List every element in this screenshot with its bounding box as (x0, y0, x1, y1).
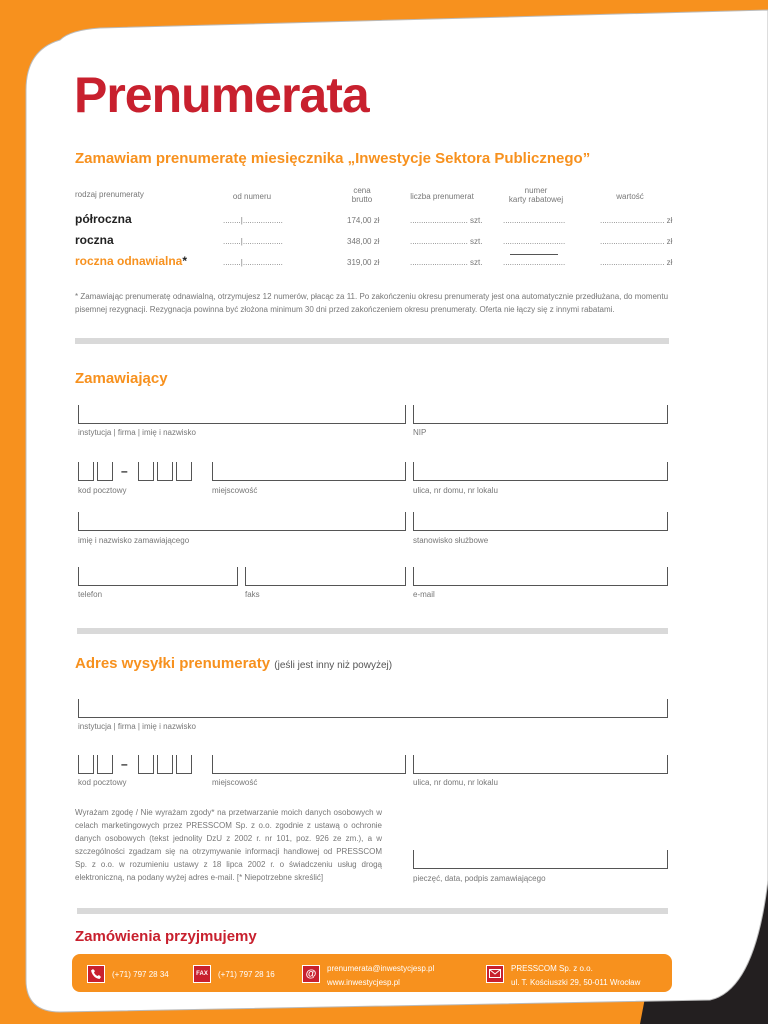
postal-box[interactable] (78, 462, 94, 481)
row-card-field[interactable]: ............................ (503, 258, 566, 267)
row-from-field[interactable]: ........|.................. (223, 258, 283, 267)
orderer-heading: Zamawiający (75, 370, 168, 387)
shipping-institution-label: instytucja | firma | imię i nazwisko (78, 722, 196, 731)
row-price: 174,00 zł (347, 216, 380, 225)
row-label-roczna-odnawialna (75, 254, 187, 268)
row-card-field[interactable]: ............................ (503, 216, 566, 225)
contact-phone[interactable]: (+71) 797 28 34 (112, 970, 169, 979)
shipping-street-label: ulica, nr domu, nr lokalu (413, 778, 498, 787)
row-price: 348,00 zł (347, 237, 380, 246)
row-count-field[interactable]: .......................... szt. (410, 216, 483, 225)
header-price (332, 186, 392, 204)
postal-box[interactable] (97, 462, 113, 481)
shipping-heading (75, 655, 392, 672)
postal-box[interactable] (176, 755, 192, 774)
city-label: miejscowość (212, 486, 258, 495)
email-icon: @ (302, 965, 320, 983)
header-price-line1: cena (353, 186, 371, 195)
postal-box[interactable] (138, 462, 154, 481)
row-label-roczna: roczna (75, 233, 114, 247)
nip-label: NIP (413, 428, 427, 437)
shipping-heading-text: Adres wysyłki prenumeraty (75, 655, 271, 672)
row-price: 319,00 zł (347, 258, 380, 267)
header-price-line2: brutto (351, 195, 373, 204)
company-name: PRESSCOM Sp. z o.o. (511, 964, 593, 973)
row-label-text: roczna odnawialna (75, 254, 183, 268)
shipping-street-input[interactable] (413, 755, 668, 774)
postal-box[interactable] (176, 462, 192, 481)
orderer-name-label: imię i nazwisko zamawiającego (78, 536, 190, 545)
contact-www[interactable]: www.inwestycjesp.pl (327, 978, 400, 987)
position-label: stanowisko służbowe (413, 536, 489, 545)
fax-icon: FAX (193, 965, 211, 983)
institution-label: instytucja | firma | imię i nazwisko (78, 428, 196, 437)
shipping-city-label: miejscowość (212, 778, 258, 787)
postal-box[interactable] (78, 755, 94, 774)
postal-code-label: kod pocztowy (78, 486, 127, 495)
orderer-name-input[interactable] (78, 512, 406, 531)
signature-field[interactable] (413, 850, 668, 869)
page-title: Prenumerata (74, 67, 369, 123)
row-count-field[interactable]: .......................... szt. (410, 237, 483, 246)
phone-icon (87, 965, 105, 983)
section-divider (77, 908, 668, 914)
row-from-field[interactable]: ........|.................. (223, 237, 283, 246)
header-from-issue: od numeru (232, 192, 272, 201)
row-card-field[interactable]: ............................ (503, 237, 566, 246)
row-from-field[interactable]: ........|.................. (223, 216, 283, 225)
postal-dash: – (121, 757, 128, 771)
postal-box[interactable] (138, 755, 154, 774)
fax-label: faks (245, 590, 260, 599)
postal-box[interactable] (157, 755, 173, 774)
postal-box[interactable] (97, 755, 113, 774)
header-card-line2: karty rabatowej (508, 195, 564, 204)
phone-label: telefon (78, 590, 103, 599)
renewal-footnote: * Zamawiając prenumeratę odnawialną, otrzymujesz 12 numerów, płacąc za 11. Po zakończeniu okresu prenumeraty jest ona automatycznie przedłużana, do momentu pisemnej rezygnacji. Rezygnacja powinna być złożona minimum 30 dni przed zakończeniem okresu prenumeraty. Oferta nie łączy się z innymi rabatami. (75, 292, 669, 314)
row-value-field[interactable]: ............................. zł (600, 237, 673, 246)
header-type: rodzaj prenumeraty (75, 190, 144, 199)
fax-input[interactable] (245, 567, 406, 586)
row-label-star: * (182, 254, 188, 268)
header-count: liczba prenumerat (410, 192, 474, 201)
nip-input[interactable] (413, 405, 668, 424)
section-divider (75, 338, 669, 344)
row-count-field[interactable]: .......................... szt. (410, 258, 483, 267)
email-input[interactable] (413, 567, 668, 586)
postal-box[interactable] (157, 462, 173, 481)
shipping-institution-input[interactable] (78, 699, 668, 718)
contact-email[interactable]: prenumerata@inwestycjesp.pl (327, 964, 435, 973)
row-value-field[interactable]: ............................. zł (600, 216, 673, 225)
header-card (496, 186, 576, 204)
envelope-icon (486, 965, 504, 983)
position-input[interactable] (413, 512, 668, 531)
section-divider (77, 628, 668, 634)
signature-label: pieczęć, data, podpis zamawiającego (413, 874, 546, 883)
consent-text: Wyrażam zgodę / Nie wyrażam zgody* na przetwarzanie moich danych osobowych w celach marketingowych przez PRESSCOM Sp. z o.o. zgodnie z ustawą o ochronie danych osobowych (tekst jednolity DzU z 2002 r. nr 101, poz. 926 ze zm.), a w szczególności zgadzam się na otrzymywanie informacji handlowej od PRESSCOM Sp. z o.o. w rozumieniu ustawy z 18 lipca 2002 r. o świadczeniu usług drogą elektroniczną, na podany wyżej adres e-mail. [* Niepotrzebne skreślić] (75, 808, 382, 882)
orders-heading: Zamówienia przyjmujemy (75, 928, 257, 945)
shipping-postal-code-label: kod pocztowy (78, 778, 127, 787)
shipping-city-input[interactable] (212, 755, 406, 774)
order-subheading: Zamawiam prenumeratę miesięcznika „Inwestycje Sektora Publicznego” (75, 150, 591, 167)
street-label: ulica, nr domu, nr lokalu (413, 486, 498, 495)
row-label-polroczna: półroczna (75, 212, 132, 226)
company-address: ul. T. Kościuszki 29, 50-011 Wrocław (511, 978, 641, 987)
row-value-field[interactable]: ............................. zł (600, 258, 673, 267)
institution-input[interactable] (78, 405, 406, 424)
card-strikeout-line (510, 254, 558, 255)
shipping-note: (jeśli jest inny niż powyżej) (274, 660, 393, 671)
city-input[interactable] (212, 462, 406, 481)
contact-fax[interactable]: (+71) 797 28 16 (218, 970, 275, 979)
phone-input[interactable] (78, 567, 238, 586)
header-value: wartość (616, 192, 644, 201)
email-label: e-mail (413, 590, 435, 599)
postal-dash: – (121, 464, 128, 478)
header-card-line1: numer (524, 186, 548, 195)
street-input[interactable] (413, 462, 668, 481)
